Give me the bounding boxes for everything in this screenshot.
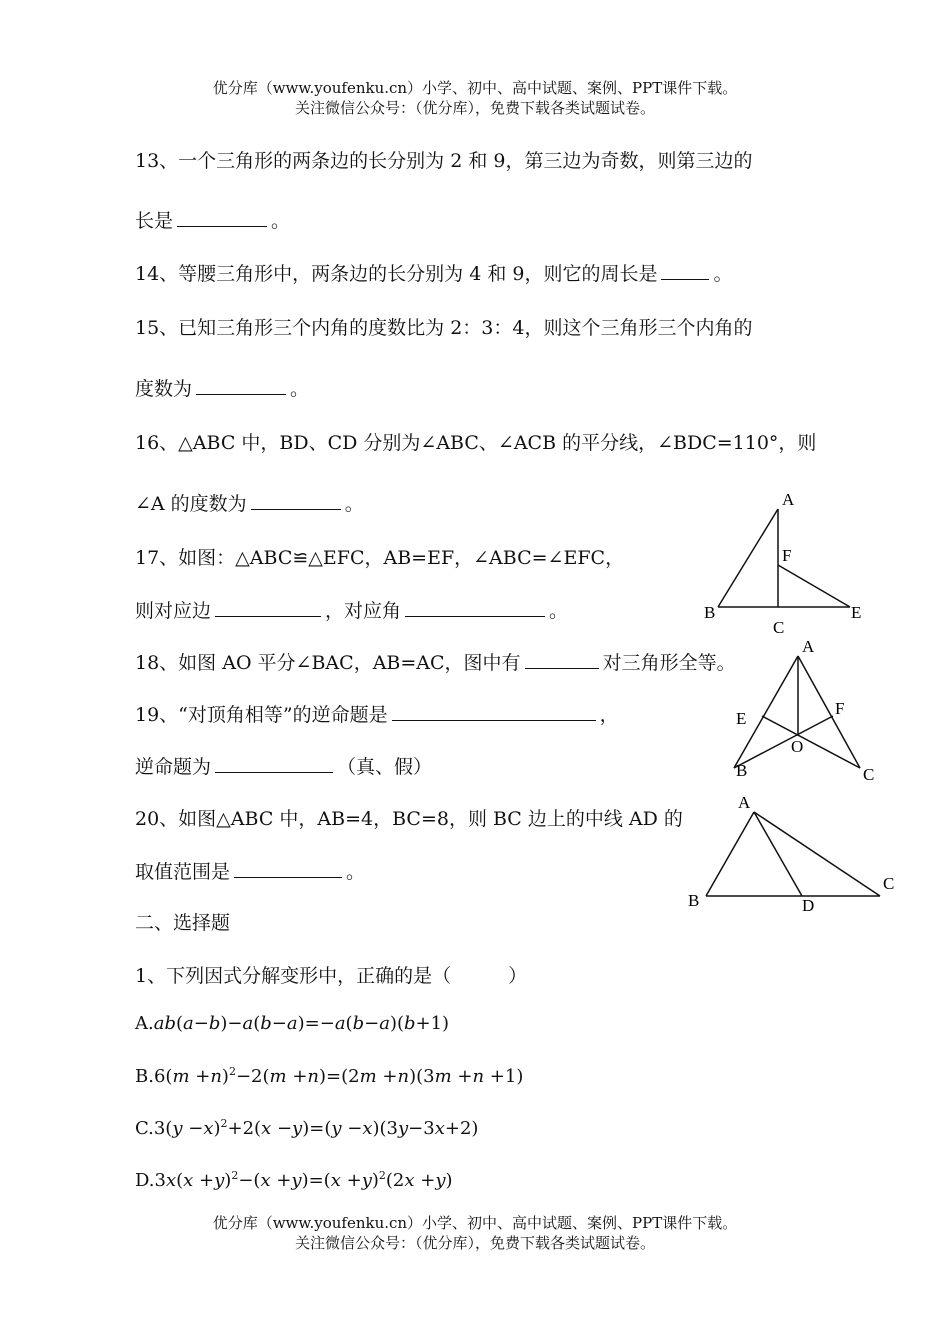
mc-option-a[interactable]: A.ab(a−b)−a(b−a)=−a(b−a)(b+1) (135, 1013, 450, 1034)
mc-option-d-label: D. (135, 1170, 155, 1191)
question-19-suffix: （真、假） (337, 756, 433, 778)
label-e: E (736, 709, 747, 728)
question-14-suffix: 。 (713, 263, 733, 285)
question-13-suffix: 。 (271, 210, 291, 232)
answer-blank-15[interactable] (196, 376, 286, 395)
question-19-comma: ， (599, 704, 619, 726)
question-15-suffix: 。 (290, 378, 310, 400)
section-title-choice: 二、选择题 (135, 912, 231, 934)
label-c: C (883, 874, 895, 893)
answer-blank-17-side[interactable] (215, 598, 321, 617)
question-19-text: 19、“对顶角相等”的逆命题是 (135, 704, 388, 726)
answer-blank-20[interactable] (234, 859, 342, 878)
mc-option-d[interactable]: $D.3x(x +y)^2-(x +y)=(x +y)^2(2x +y)$ (135, 1169, 453, 1191)
question-13-line2 (135, 206, 290, 233)
question-16-suffix: 。 (344, 493, 364, 515)
question-13-line1: 13、一个三角形的两条边的长分别为 2 和 9，第三边为奇数，则第三边的 (135, 150, 753, 172)
label-e: E (851, 603, 862, 622)
mc-option-b-label: B. (135, 1066, 154, 1087)
mc-question-1-stem: 1、下列因式分解变形中，正确的是（ ） (135, 965, 528, 987)
page-footer-line1: 优分库（www.youfenku.cn）小学、初中、高中试题、案例、PPT课件下载。 (212, 1214, 738, 1232)
question-20-suffix: 。 (346, 861, 366, 883)
page-footer-line2: 关注微信公众号：（优分库），免费下载各类试题试卷。 (294, 1234, 655, 1252)
question-17-line1: 17、如图：△ABC≌△EFC，AB=EF，∠ABC=∠EFC， (135, 547, 625, 569)
label-a: A (802, 637, 815, 656)
label-c: C (863, 765, 875, 784)
label-b: B (736, 761, 748, 780)
label-d: D (802, 896, 815, 915)
mc-option-c-label: C. (135, 1118, 154, 1139)
label-o: O (791, 737, 804, 756)
question-14 (135, 259, 733, 286)
mc-option-c[interactable]: $C.3(y -x)^2+2(x -y)=(y -x)(3y-3x+2)$ (135, 1117, 479, 1139)
question-18-suffix: 对三角形全等。 (602, 652, 736, 674)
question-15-line1: 15、已知三角形三个内角的度数比为 2：3：4，则这个三角形三个内角的 (135, 317, 753, 339)
answer-blank-14[interactable] (661, 261, 709, 280)
question-19-line2 (135, 752, 432, 779)
segment-ac (754, 812, 880, 896)
label-f: F (835, 699, 845, 718)
page-header-line2: 关注微信公众号：（优分库），免费下载各类试题试卷。 (294, 99, 655, 117)
segment-ad (754, 812, 802, 896)
label-b: B (688, 891, 700, 910)
label-b: B (704, 603, 716, 622)
question-16-prefix: ∠A 的度数为 (135, 493, 247, 515)
answer-blank-13[interactable] (177, 208, 267, 227)
question-18-text: 18、如图 AO 平分∠BAC，AB=AC，图中有 (135, 652, 521, 674)
question-16-line2 (135, 489, 364, 516)
segment-fe (778, 565, 850, 607)
question-18 (135, 648, 736, 675)
question-14-text: 14、等腰三角形中，两条边的长分别为 4 和 9，则它的周长是 (135, 263, 658, 285)
figure-20-median (680, 788, 910, 923)
question-20-line1: 20、如图△ABC 中，AB=4，BC=8，则 BC 边上的中线 AD 的 (135, 808, 683, 830)
question-17-suffix: 。 (549, 600, 569, 622)
question-20-line2 (135, 857, 365, 884)
question-16-line1: 16、△ABC 中，BD、CD 分别为∠ABC、∠ACB 的平分线，∠BDC=110°，则 (135, 432, 817, 454)
question-19-prefix: 逆命题为 (135, 756, 212, 778)
label-c: C (773, 618, 785, 637)
answer-blank-19-converse[interactable] (392, 702, 596, 721)
answer-blank-18[interactable] (525, 650, 599, 669)
question-20-prefix: 取值范围是 (135, 861, 231, 883)
figure-18-angle-bisector (720, 632, 890, 782)
answer-blank-19-truth[interactable] (215, 754, 333, 773)
label-a: A (782, 490, 795, 509)
answer-blank-16[interactable] (251, 491, 341, 510)
question-15-prefix: 度数为 (135, 378, 193, 400)
question-19-line1 (135, 700, 619, 727)
question-13-prefix: 长是 (135, 210, 174, 232)
segment-ab (718, 509, 778, 607)
answer-blank-17-angle[interactable] (405, 598, 545, 617)
figure-17-congruent-triangles (690, 485, 880, 645)
question-17-prefix: 则对应边 (135, 600, 212, 622)
question-15-line2 (135, 374, 309, 401)
mc-option-a-label: A. (135, 1013, 154, 1034)
question-17-mid: ，对应角 (325, 600, 402, 622)
mc-option-b[interactable]: $B.6(m +n)^2-2(m +n)=(2m +n)(3m +n +1)$ (135, 1065, 524, 1087)
segment-ab (706, 812, 754, 896)
page-header-line1: 优分库（www.youfenku.cn）小学、初中、高中试题、案例、PPT课件下载。 (212, 79, 738, 97)
label-a: A (738, 793, 751, 812)
question-17-line2 (135, 596, 568, 623)
label-f: F (782, 546, 792, 565)
